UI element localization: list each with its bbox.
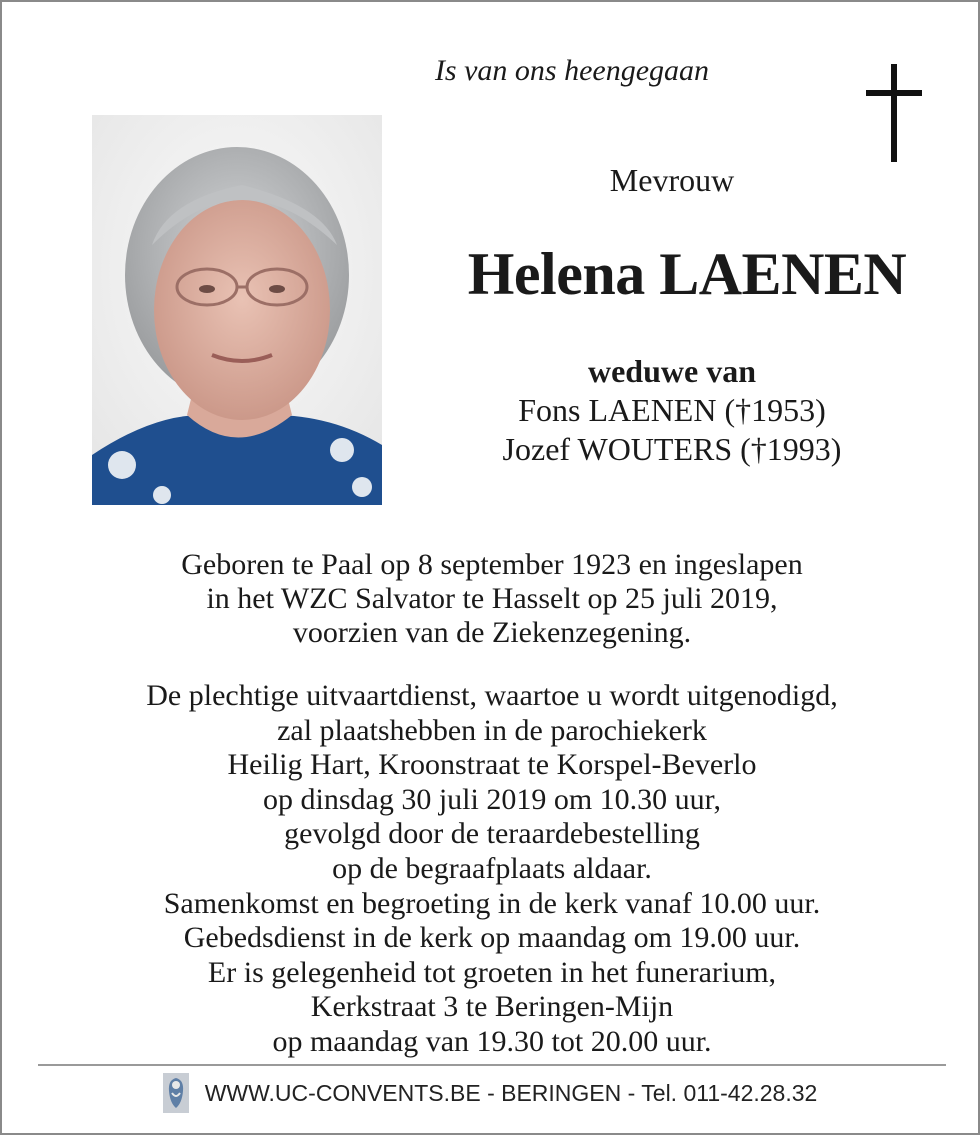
birth-line: Geboren te Paal op 8 september 1923 en ingeslapen (181, 548, 803, 581)
deceased-name: Helena LAENEN (467, 241, 907, 307)
cross-icon (866, 64, 922, 162)
funeral-line: Kerkstraat 3 te Beringen-Mijn (310, 990, 674, 1024)
spouse-1: Fons LAENEN (†1953) (518, 392, 826, 428)
footer-divider (38, 1064, 946, 1066)
portrait-photo (92, 115, 382, 505)
funeral-line: Samenkomst en begroeting in de kerk vanaf 10.00 uur. (163, 886, 821, 920)
salutation: Mevrouw (609, 162, 735, 198)
widow-label: weduwe van (587, 353, 756, 389)
funeral-line: gevolgd door de teraardebestelling (284, 817, 700, 851)
funeral-line: zal plaatshebben in de parochiekerk (277, 713, 707, 747)
funeral-line: De plechtige uitvaartdienst, waartoe u wordt uitgenodigd, (146, 679, 838, 712)
funeral-line: Er is gelegenheid tot groeten in het funerarium, (207, 955, 777, 989)
birth-line: voorzien van de Ziekenzegening. (292, 616, 692, 649)
birth-paragraph (42, 548, 942, 650)
footer (2, 1070, 978, 1116)
funeral-line: op maandag van 19.30 tot 20.00 uur. (272, 1024, 712, 1058)
madonna-logo-icon (163, 1073, 189, 1113)
funeral-paragraph (42, 679, 942, 1060)
widow-section (432, 352, 912, 469)
birth-line: in het WZC Salvator te Hasselt op 25 juli 2019, (206, 582, 778, 615)
spouse-2: Jozef WOUTERS (†1993) (502, 431, 842, 467)
funeral-line: Gebedsdienst in de kerk op maandag om 19.00 uur. (183, 921, 801, 955)
funeral-line: Heilig Hart, Kroonstraat te Korspel-Beverlo (227, 748, 757, 782)
funeral-line: op dinsdag 30 juli 2019 om 10.30 uur, (263, 782, 721, 816)
footer-contact: WWW.UC-CONVENTS.BE - BERINGEN - Tel. 011-42.28.32 (204, 1079, 818, 1106)
intro-text: Is van ons heengegaan (434, 54, 710, 87)
funeral-line: op de begraafplaats aldaar. (332, 851, 652, 885)
